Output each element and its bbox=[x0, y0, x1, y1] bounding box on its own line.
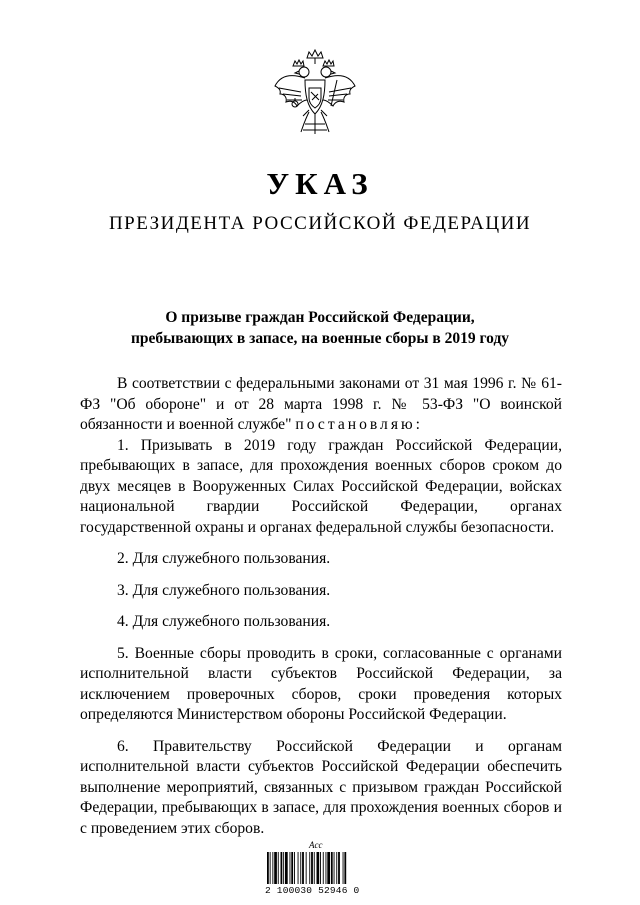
decree-body bbox=[80, 374, 562, 839]
document-footer bbox=[265, 840, 375, 900]
item-1-paragraph: 1. Призывать в 2019 году граждан Российской Федерации, пребывающих в запасе, для прохождения военных сборов сроком до двух месяцев в Вооруженных Силах Российской Федерации, войсках национальной гвардии Российской Федерации, органах государственной охраны и органах федеральной службы безопасности. bbox=[80, 436, 562, 536]
decree-heading-line-1: О призыве граждан Российской Федерации, bbox=[165, 309, 475, 326]
decree-heading bbox=[80, 307, 560, 349]
barcode-number: 2 100030 52946 0 bbox=[265, 885, 360, 896]
item-3-paragraph: 3. Для служебного пользования. bbox=[117, 581, 331, 599]
registry-mark: Acc bbox=[309, 840, 323, 850]
preamble-paragraph bbox=[80, 374, 562, 436]
preamble-text: В соответствии с федеральными законами от 31 мая 1996 г. № 61-ФЗ "Об обороне" и от 28 марта 1998 г. № 53-ФЗ "О воинской обязанности и военной службе" bbox=[80, 375, 562, 433]
decree-heading-line-2: пребывающих в запасе, на военные сборы в 2019 году bbox=[130, 330, 510, 347]
barcode-icon bbox=[265, 852, 375, 884]
item-4-paragraph: 4. Для служебного пользования. bbox=[117, 613, 331, 630]
coat-of-arms-icon bbox=[271, 44, 359, 140]
item-5-paragraph: 5. Военные сборы проводить в сроки, согласованные с органами исполнительной власти субъектов Российской Федерации, за исключением проверочных сборов, сроки проведения которых определяются Министерством обороны Российской Федерации. bbox=[80, 644, 562, 723]
document-title: УКАЗ bbox=[266, 166, 374, 201]
item-6-paragraph: 6. Правительству Российской Федерации и органам исполнительной власти субъектов Российской Федерации обеспечить выполнение мероприятий, связанных с призывом граждан Российской Федерации, пребывающих в запасе, для прохождения военных сборов и с проведением этих сборов. bbox=[80, 737, 562, 837]
document-subtitle: ПРЕЗИДЕНТА РОССИЙСКОЙ ФЕДЕРАЦИИ bbox=[108, 213, 532, 234]
item-2-paragraph: 2. Для служебного пользования. bbox=[117, 550, 331, 567]
decree-word: постановляю: bbox=[295, 416, 423, 433]
